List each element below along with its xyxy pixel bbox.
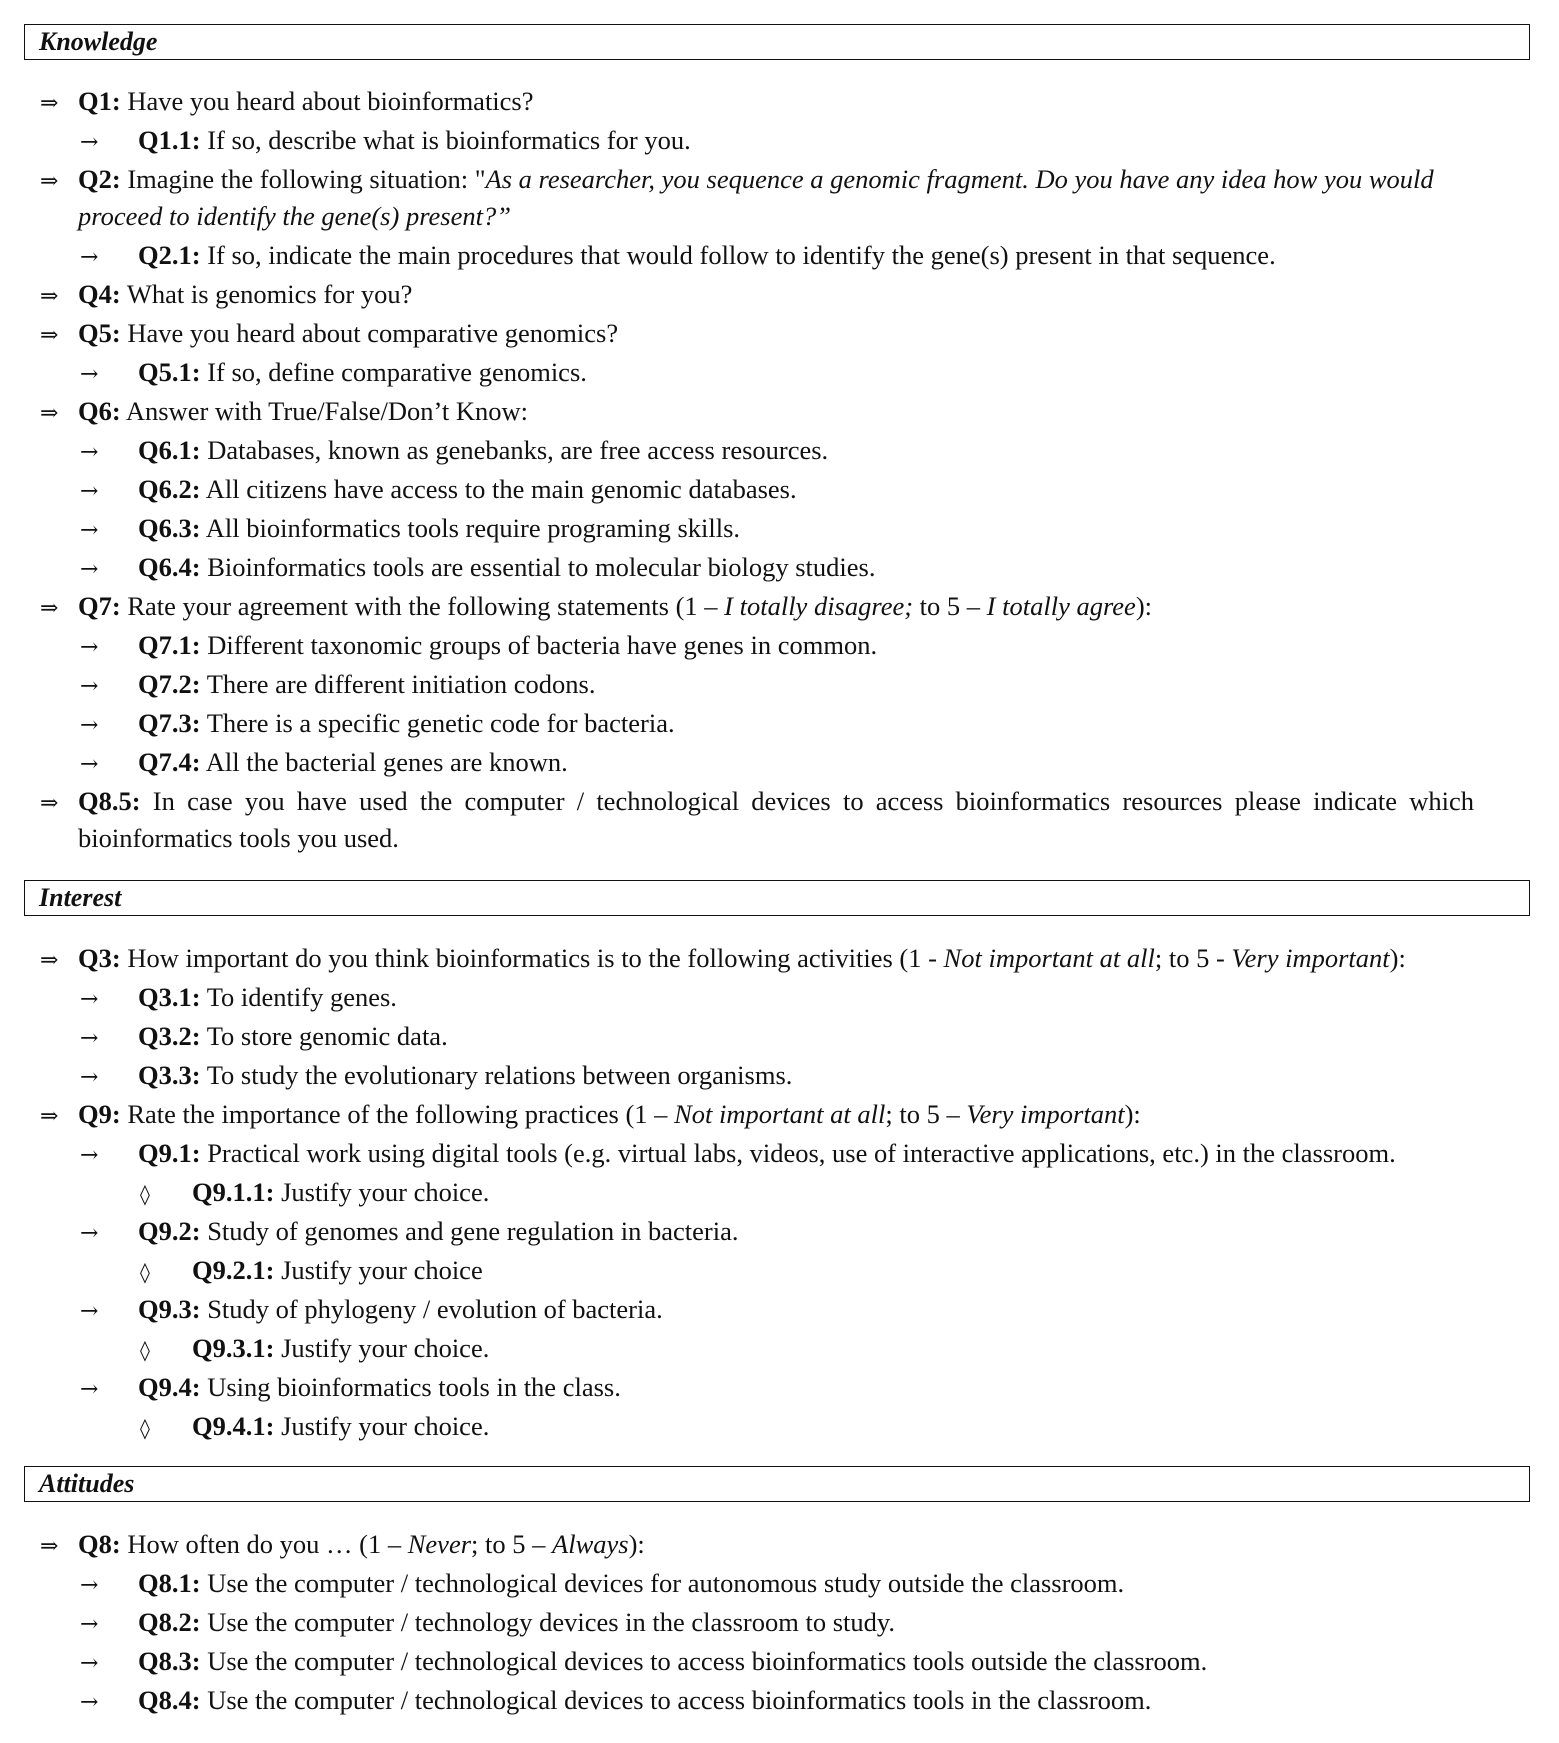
- scale-min-label: Not important at all: [674, 1099, 886, 1129]
- question-id: Q9:: [78, 1099, 121, 1129]
- arrow-icon: →: [80, 674, 99, 699]
- question-q8-5-continuation: bioinformatics tools you used.: [78, 823, 399, 853]
- arrow-icon: →: [80, 1143, 99, 1168]
- question-id: Q9.4:: [138, 1372, 201, 1402]
- question-id: Q8.4:: [138, 1685, 201, 1715]
- arrow-icon: →: [80, 1065, 99, 1090]
- question-text: All the bacterial genes are known.: [200, 747, 568, 777]
- question-id: Q2:: [78, 164, 121, 194]
- question-id: Q8.3:: [138, 1646, 201, 1676]
- arrow-icon: →: [80, 1573, 99, 1598]
- question-q6-2: [80, 470, 797, 511]
- question-text: All bioinformatics tools require programing skills.: [200, 513, 741, 543]
- question-q9-3: [80, 1290, 663, 1331]
- question-q9-2-1: [140, 1251, 483, 1291]
- arrow-icon: →: [80, 713, 99, 738]
- question-q1-1: [80, 121, 691, 162]
- question-text: If so, describe what is bioinformatics for you.: [200, 125, 691, 155]
- question-text: Justify your choice.: [274, 1411, 490, 1441]
- question-id: Q1.1:: [138, 125, 201, 155]
- diamond-icon: ◊: [140, 1260, 150, 1284]
- question-q7-1: [80, 626, 877, 667]
- question-text: Imagine the following situation: ": [120, 164, 486, 194]
- scale-min-label: Never: [407, 1529, 472, 1559]
- question-text: To study the evolutionary relations between organisms.: [200, 1060, 793, 1090]
- question-q1: [40, 82, 534, 123]
- question-text: ; to 5 -: [1154, 943, 1232, 973]
- question-q7-3: [80, 704, 675, 745]
- question-text: Bioinformatics tools are essential to molecular biology studies.: [200, 552, 876, 582]
- question-text: Have you heard about comparative genomics?: [120, 318, 619, 348]
- question-text: Justify your choice.: [274, 1333, 490, 1363]
- arrow-icon: →: [80, 245, 99, 270]
- arrow-icon: →: [80, 557, 99, 582]
- arrow-icon: →: [80, 1221, 99, 1246]
- question-text: Study of phylogeny / evolution of bacteria.: [200, 1294, 663, 1324]
- arrow-icon: →: [80, 362, 99, 387]
- question-q9-2: [80, 1212, 739, 1253]
- arrow-icon: →: [80, 440, 99, 465]
- question-q3-1: [80, 978, 397, 1019]
- question-q8-4: [80, 1681, 1151, 1722]
- question-id: Q6.4:: [138, 552, 201, 582]
- question-id: Q2.1:: [138, 240, 201, 270]
- double-arrow-icon: ⇒: [40, 948, 59, 973]
- double-arrow-icon: ⇒: [40, 596, 59, 621]
- question-q6-1: [80, 431, 828, 472]
- question-id: Q3.2:: [138, 1021, 201, 1051]
- question-id: Q1:: [78, 86, 121, 116]
- question-id: Q7.3:: [138, 708, 201, 738]
- question-id: Q4:: [78, 279, 121, 309]
- question-q8-2: [80, 1603, 895, 1644]
- question-q3-3: [80, 1056, 792, 1097]
- question-q7: [40, 587, 1152, 628]
- question-id: Q9.2.1:: [192, 1255, 275, 1285]
- question-q5-1: [80, 353, 587, 394]
- arrow-icon: →: [80, 1299, 99, 1324]
- question-q8-5: [40, 782, 1474, 823]
- question-text: What is genomics for you?: [120, 279, 413, 309]
- question-text: Databases, known as genebanks, are free access resources.: [200, 435, 829, 465]
- question-text: Study of genomes and gene regulation in bacteria.: [200, 1216, 739, 1246]
- question-text: ; to 5 –: [885, 1099, 967, 1129]
- question-id: Q5.1:: [138, 357, 201, 387]
- question-text-italic: As a researcher, you sequence a genomic fragment. Do you have any idea how you would: [485, 164, 1434, 194]
- double-arrow-icon: ⇒: [40, 323, 59, 348]
- question-text: Use the computer / technology devices in the classroom to study.: [200, 1607, 896, 1637]
- section-header-interest: Interest: [24, 880, 1530, 916]
- question-id: Q7:: [78, 591, 121, 621]
- question-text: Practical work using digital tools (e.g. virtual labs, videos, use of interactive applications, etc.) in the classroom.: [200, 1138, 1396, 1168]
- scale-max-label: Very important: [1231, 943, 1390, 973]
- question-q2: [40, 160, 1434, 201]
- arrow-icon: →: [80, 518, 99, 543]
- question-q6-4: [80, 548, 875, 589]
- question-text: ):: [1135, 591, 1152, 621]
- arrow-icon: →: [80, 987, 99, 1012]
- question-id: Q8.5:: [78, 786, 141, 816]
- double-arrow-icon: ⇒: [40, 1104, 59, 1129]
- question-q9-1: [80, 1134, 1396, 1175]
- scale-max-label: I totally agree: [986, 591, 1136, 621]
- arrow-icon: →: [80, 752, 99, 777]
- question-id: Q7.1:: [138, 630, 201, 660]
- question-text: Use the computer / technological devices to access bioinformatics tools outside the classroom.: [200, 1646, 1208, 1676]
- question-q8-1: [80, 1564, 1124, 1605]
- question-id: Q7.4:: [138, 747, 201, 777]
- question-id: Q5:: [78, 318, 121, 348]
- question-q4: [40, 275, 412, 316]
- question-id: Q9.1.1:: [192, 1177, 275, 1207]
- double-arrow-icon: ⇒: [40, 91, 59, 116]
- question-id: Q9.4.1:: [192, 1411, 275, 1441]
- question-q8-3: [80, 1642, 1207, 1683]
- scale-max-label: Very important: [966, 1099, 1125, 1129]
- question-text: ):: [1389, 943, 1406, 973]
- question-id: Q6.1:: [138, 435, 201, 465]
- arrow-icon: →: [80, 635, 99, 660]
- arrow-icon: →: [80, 1612, 99, 1637]
- question-id: Q3.1:: [138, 982, 201, 1012]
- question-id: Q9.3:: [138, 1294, 201, 1324]
- question-text-italic: proceed to identify the gene(s) present?”: [78, 201, 511, 231]
- question-text: How often do you … (1 –: [120, 1529, 408, 1559]
- arrow-icon: →: [80, 1377, 99, 1402]
- question-text: ):: [1124, 1099, 1141, 1129]
- question-q7-2: [80, 665, 595, 706]
- question-text: There is a specific genetic code for bacteria.: [200, 708, 675, 738]
- scale-min-label: I totally disagree;: [724, 591, 914, 621]
- question-q9-4-1: [140, 1407, 489, 1447]
- arrow-icon: →: [80, 130, 99, 155]
- diamond-icon: ◊: [140, 1416, 150, 1440]
- question-q3: [40, 939, 1406, 980]
- question-q9-1-1: [140, 1173, 489, 1213]
- question-id: Q9.3.1:: [192, 1333, 275, 1363]
- scale-max-label: Always: [552, 1529, 629, 1559]
- arrow-icon: →: [80, 1026, 99, 1051]
- question-text: Use the computer / technological devices for autonomous study outside the classroom.: [200, 1568, 1125, 1598]
- question-text: ; to 5 –: [471, 1529, 553, 1559]
- diamond-icon: ◊: [140, 1338, 150, 1362]
- question-id: Q3:: [78, 943, 121, 973]
- arrow-icon: →: [80, 1651, 99, 1676]
- question-id: Q6.2:: [138, 474, 201, 504]
- question-text: Using bioinformatics tools in the class.: [200, 1372, 621, 1402]
- question-q9: [40, 1095, 1141, 1136]
- question-id: Q9.2:: [138, 1216, 201, 1246]
- question-text: Different taxonomic groups of bacteria have genes in common.: [200, 630, 878, 660]
- question-text: Use the computer / technological devices to access bioinformatics tools in the classroom.: [200, 1685, 1152, 1715]
- question-text: If so, define comparative genomics.: [200, 357, 587, 387]
- question-text: All citizens have access to the main genomic databases.: [200, 474, 797, 504]
- question-text: Answer with True/False/Don’t Know:: [120, 396, 529, 426]
- scale-min-label: Not important at all: [943, 943, 1155, 973]
- section-header-attitudes: Attitudes: [24, 1466, 1530, 1502]
- question-text: In case you have used the computer / technological devices to access bioinformatics resources please indicate which: [140, 786, 1474, 816]
- question-text: Justify your choice: [274, 1255, 483, 1285]
- double-arrow-icon: ⇒: [40, 284, 59, 309]
- question-id: Q8.1:: [138, 1568, 201, 1598]
- question-q8: [40, 1525, 645, 1566]
- question-id: Q6.3:: [138, 513, 201, 543]
- question-q5: [40, 314, 618, 355]
- question-text: ):: [628, 1529, 645, 1559]
- question-id: Q6:: [78, 396, 121, 426]
- section-header-knowledge: Knowledge: [24, 24, 1530, 60]
- question-id: Q9.1:: [138, 1138, 201, 1168]
- double-arrow-icon: ⇒: [40, 791, 59, 816]
- question-id: Q8:: [78, 1529, 121, 1559]
- double-arrow-icon: ⇒: [40, 169, 59, 194]
- question-text: There are different initiation codons.: [200, 669, 596, 699]
- question-text: Justify your choice.: [274, 1177, 490, 1207]
- diamond-icon: ◊: [140, 1182, 150, 1206]
- question-text: How important do you think bioinformatics is to the following activities (1 -: [120, 943, 944, 973]
- question-q2-continuation: [78, 197, 511, 235]
- double-arrow-icon: ⇒: [40, 1534, 59, 1559]
- question-q9-3-1: [140, 1329, 489, 1369]
- arrow-icon: →: [80, 1690, 99, 1715]
- question-q7-4: [80, 743, 568, 784]
- question-id: Q3.3:: [138, 1060, 201, 1090]
- question-q6: [40, 392, 528, 433]
- question-id: Q8.2:: [138, 1607, 201, 1637]
- question-q2-1: [80, 236, 1276, 277]
- question-q9-4: [80, 1368, 621, 1409]
- question-id: Q7.2:: [138, 669, 201, 699]
- arrow-icon: →: [80, 479, 99, 504]
- question-text: If so, indicate the main procedures that would follow to identify the gene(s) present in that sequence.: [200, 240, 1276, 270]
- double-arrow-icon: ⇒: [40, 401, 59, 426]
- question-text: Rate the importance of the following practices (1 –: [120, 1099, 675, 1129]
- question-text: Rate your agreement with the following statements (1 –: [120, 591, 725, 621]
- question-text: To store genomic data.: [200, 1021, 448, 1051]
- question-q6-3: [80, 509, 740, 550]
- question-text: To identify genes.: [200, 982, 397, 1012]
- question-text: Have you heard about bioinformatics?: [120, 86, 534, 116]
- question-q3-2: [80, 1017, 448, 1058]
- question-text: to 5 –: [913, 591, 987, 621]
